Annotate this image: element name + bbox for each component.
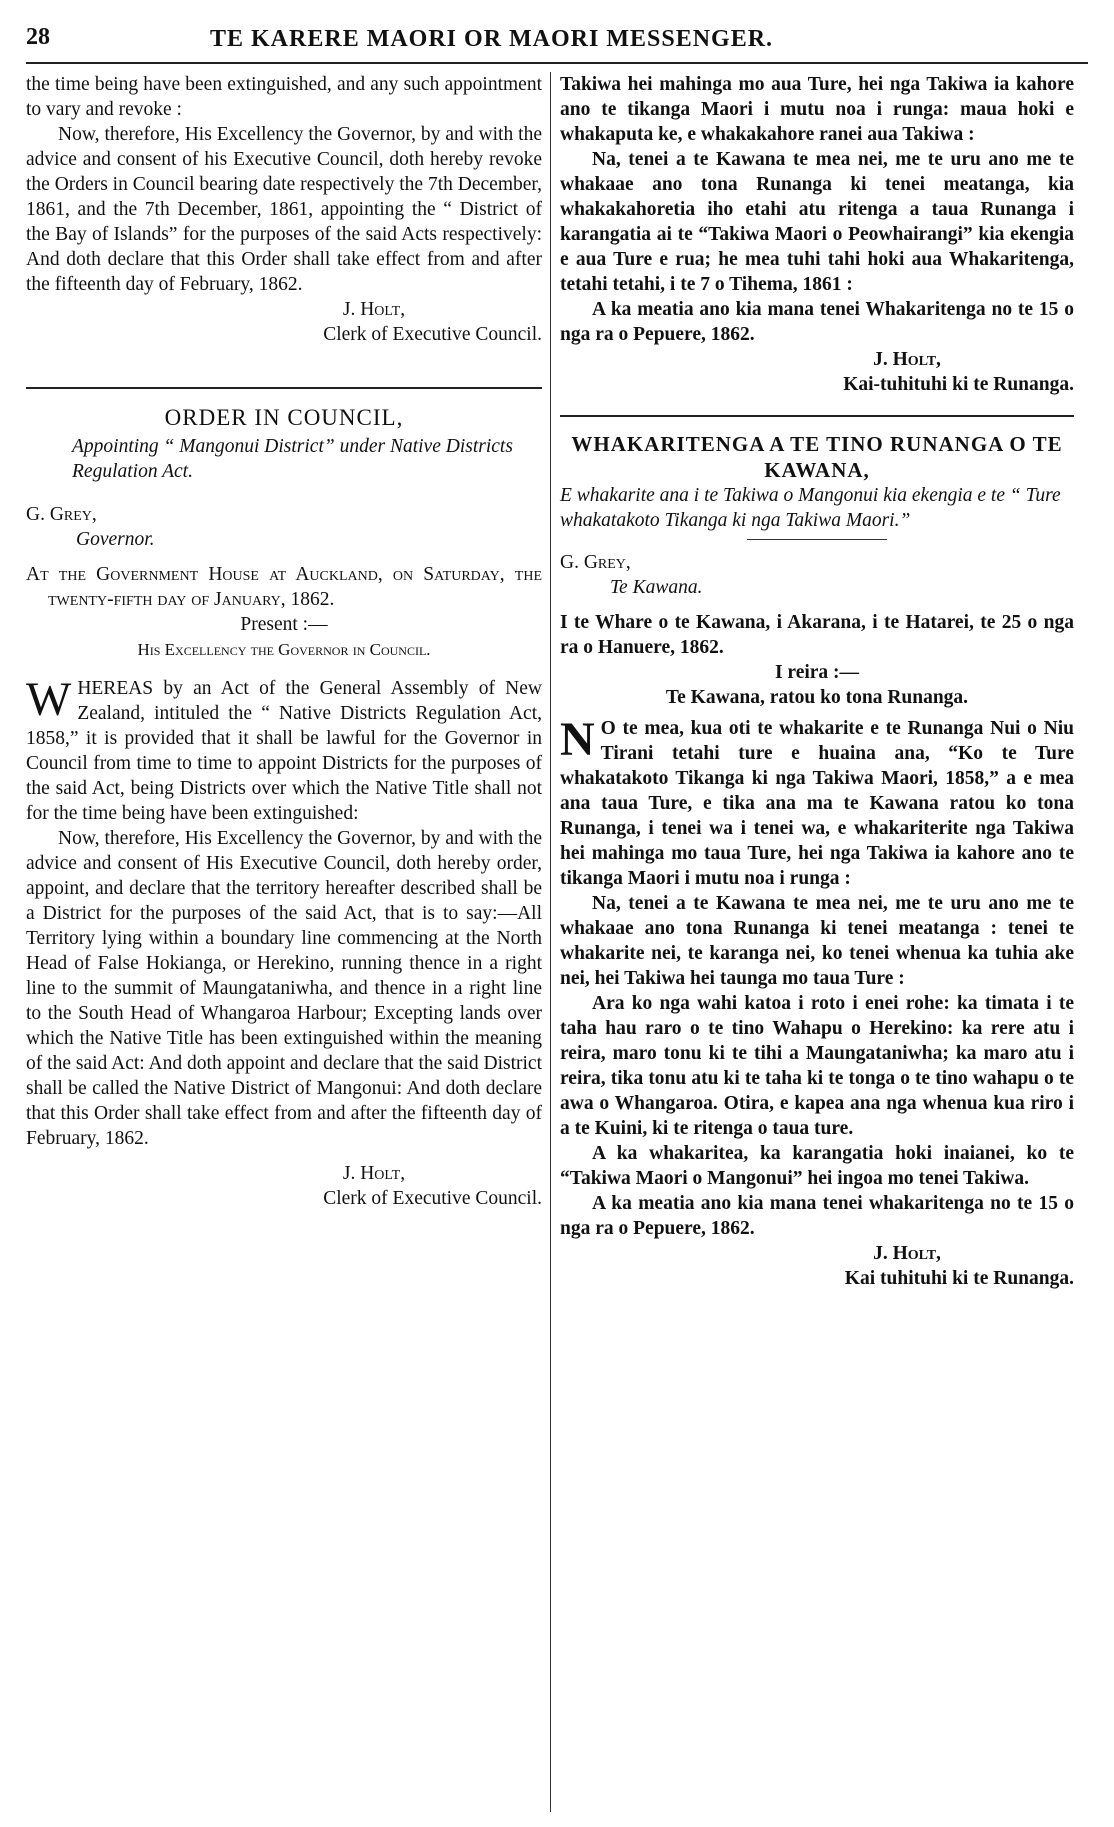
left-top-signature-name: J. Holt, (342, 299, 406, 320)
section-rule (560, 415, 1074, 417)
left-excellency: His Excellency the Governor in Council. (137, 640, 431, 659)
masthead-title: TE KARERE MAORI OR MAORI MESSENGER. (210, 26, 774, 52)
right-council: Te Kawana, ratou ko tona Runanga. (665, 687, 969, 708)
right-present: I reira :— (774, 662, 860, 683)
left-present: Present :— (240, 614, 328, 635)
right-top-signature-name: J. Holt, (873, 349, 941, 370)
left-top-signature-title: Clerk of Executive Council. (323, 324, 542, 345)
right-body-5: A ka meatia ano kia mana tenei whakaritenga no te 15 o nga ra o Pepuere, 1862. (560, 1193, 1074, 1239)
maori-column (560, 72, 1074, 1291)
page-number: 28 (26, 24, 50, 50)
left-governor-name: G. Grey, (26, 504, 97, 525)
right-subtitle: E whakarite ana i te Takiwa o Mangonui kia ekengia e te “ Ture whakatakoto Tikanga ki nga Takiwa Maori.” (560, 485, 1061, 531)
right-body-4: A ka whakaritea, ka karangatia hoki inaianei, ko te “Takiwa Maori o Mangonui” hei ingoa mo tenei Takiwa. (560, 1143, 1074, 1189)
right-body-1-text: O te mea, kua oti te whakarite e te Runanga Nui o Niu Tirani tetahi ture e huaina ana, “Ko te Ture whakatakoto Tikanga ki nga Takiwa Maori, 1858,” a e mea ana taua Ture, e tika ana ma te Kawana ratou ko tona Runanga, i tenei wa i tenei wa, e whakariterite nga Takiwa hei mahinga mo taua Ture, hei nga Takiwa ia kahore ano te tikanga Maori i mutu noa i runga : (560, 718, 1074, 889)
right-body-3: Ara ko nga wahi katoa i roto i enei rohe: ka timata i te taha hau raro o te tino Wahapu o Herekino: ka rere atu i reira, maro tonu ki te tihi a Maungataniwha; ka maro atu i reira, tika tonu atu ki te taha ki te tonga o te tino wahapu o te awa o Whangaroa. Otira, e kapea ana nga whenua kua riro i a te Kuini, ki te ritenga o taua ture. (560, 993, 1074, 1139)
right-governor-name: G. Grey, (560, 552, 631, 573)
left-body-2: Now, therefore, His Excellency the Governor, by and with the advice and consent of His Executive Council, doth hereby order, appoint, and declare that the territory hereafter described shall be a District for the purposes of the said Act, that is to say:—All Territory lying within a boundary line commencing at the North Head of False Hokianga, or Herekino, running thence in a right line to the summit of Maungataniwha, and thence in a right line to the South Head of Whangaroa Harbour; Excepting lands over which the Native Title has been extinguished within the meaning of the said Act: And doth appoint and declare that the said District shall be called the Native District of Mangonui: And doth declare that this Order shall take effect from and after the fifteenth day of February, 1862. (26, 828, 542, 1149)
section-rule (26, 387, 542, 389)
left-subtitle: Appointing “ Mangonui District” under Native Districts Regulation Act. (72, 436, 513, 482)
column-divider (550, 72, 551, 1812)
english-column (26, 72, 542, 1211)
right-bottom-signature-name: J. Holt, (873, 1243, 941, 1264)
right-place: I te Whare o te Kawana, i Akarana, i te Hatarei, te 25 o nga ra o Hanuere, 1862. (560, 612, 1074, 658)
right-body-1 (560, 713, 1074, 891)
header-rule (26, 62, 1088, 64)
right-bottom-signature-title: Kai tuhituhi ki te Runanga. (844, 1268, 1074, 1289)
left-heading: ORDER IN COUNCIL, (164, 405, 404, 430)
right-top-text-3: A ka meatia ano kia mana tenei Whakaritenga no te 15 o nga ra o Pepuere, 1862. (560, 299, 1074, 345)
left-body-1 (26, 673, 542, 826)
left-governor-role: Governor. (76, 529, 155, 550)
left-bottom-signature-name: J. Holt, (342, 1163, 406, 1184)
left-dropcap: W (26, 673, 72, 726)
left-top-text-1: the time being have been extinguished, and any such appointment to vary and revoke : (26, 74, 542, 120)
right-dropcap: N (560, 713, 595, 766)
left-body-1-text: HEREAS by an Act of the General Assembly of New Zealand, intituled the “ Native Districts Regulation Act, 1858,” it is provided that it shall be lawful for the Governor in Council from time to time to appoint Districts for the purposes of the said Act, being Districts over which the Native Title shall not for the time being have been extinguished: (26, 678, 542, 824)
right-body-2: Na, tenei a te Kawana te mea nei, me te uru ano me te whakaae ano tona Runanga ki tenei meatanga : tenei te whakarite nei, te karanga nei, ko tenei whenua ka tuhia ake nei, hei Takiwa hei taunga mo taua Ture : (560, 893, 1074, 989)
right-top-text-2: Na, tenei a te Kawana te mea nei, me te uru ano me te whakaae ano tona Runanga ki tenei meatanga, kia whakakahoretia iho etahi atu ritenga a taua Runanga i karangatia ai te “Takiwa Maori o Peowhairangi” kia ekengia e aua Ture e rua; he mea tuhi tahi hoki aua Whakaritenga, tetahi tetahi, i te 7 o Tihema, 1861 : (560, 149, 1074, 295)
left-top-text-2: Now, therefore, His Excellency the Governor, by and with the advice and consent of his Executive Council, doth hereby revoke the Orders in Council bearing date respectively the 7th December, 1861, and the 7th December, 1861, appointing the “ District of the Bay of Islands” for the purposes of the said Acts respectively: And doth declare that this Order shall take effect from and after the fifteenth day of February, 1862. (26, 124, 542, 295)
left-place: At the Government House at Auckland, on Saturday, the twenty-fifth day of January, 1862. (26, 564, 542, 610)
right-governor-role: Te Kawana. (610, 577, 703, 598)
right-top-text-1: Takiwa hei mahinga mo aua Ture, hei nga Takiwa ia kahore ano te tikanga Maori i mutu noa i runga: maua hoki e whakaputa ke, e whakakahore ranei aua Takiwa : (560, 74, 1074, 145)
right-heading: WHAKARITENGA A TE TINO RUNANGA O TE KAWANA, (571, 432, 1063, 482)
left-bottom-signature-title: Clerk of Executive Council. (323, 1188, 542, 1209)
page-header (0, 0, 1114, 64)
short-rule (747, 539, 887, 540)
right-top-signature-title: Kai-tuhituhi ki te Runanga. (843, 374, 1074, 395)
